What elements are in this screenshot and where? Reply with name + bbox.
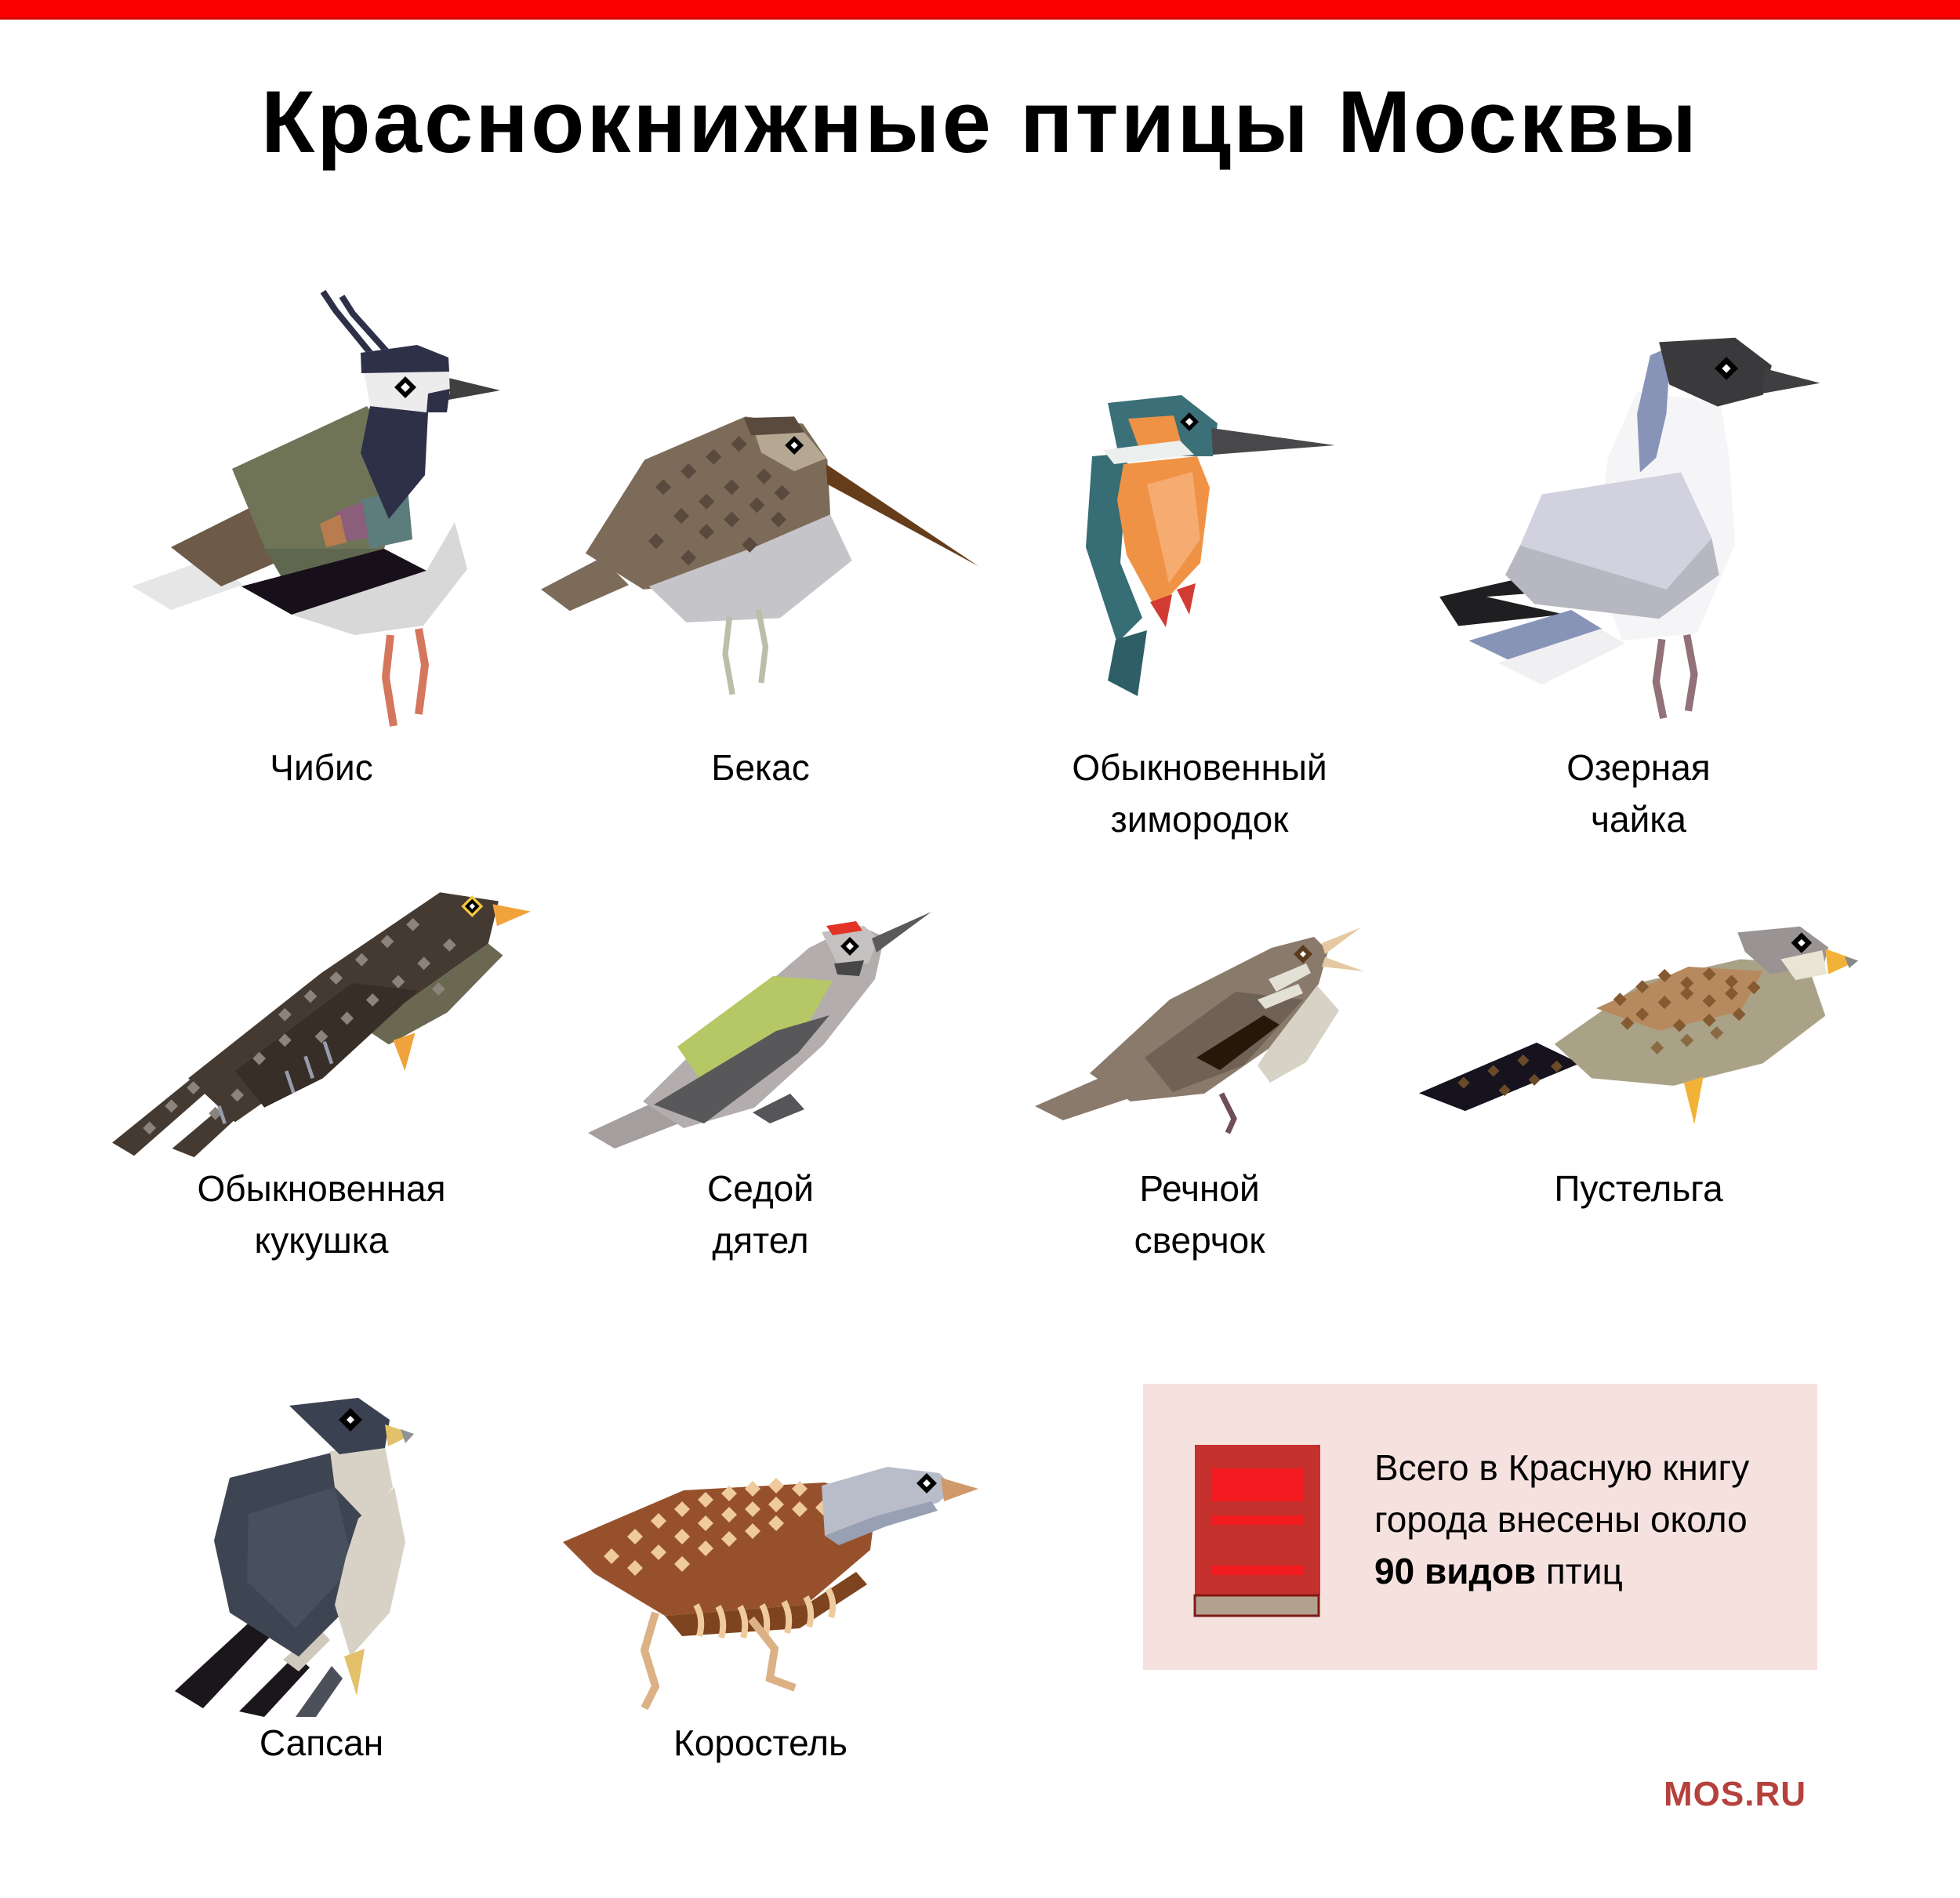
bird-name: Коростель — [673, 1722, 848, 1764]
bird-name-line2: сверчок — [1134, 1220, 1265, 1261]
bird-name: Сапсан — [259, 1722, 384, 1764]
bekas-illustration — [541, 357, 980, 710]
info-line-1: Всего в Красную книгу — [1374, 1447, 1750, 1489]
bird-card-korostel — [541, 1384, 980, 1769]
birds-row-2 — [0, 884, 1960, 1266]
bird-card-kukushka — [102, 884, 541, 1266]
birds-row-3 — [0, 1384, 1960, 1769]
bird-name: Пустельга — [1554, 1168, 1723, 1210]
redbook-info-panel — [1143, 1384, 1817, 1670]
red-book-icon — [1193, 1443, 1323, 1624]
bird-name-line2: кукушка — [254, 1220, 389, 1261]
bird-card-chibis — [102, 259, 541, 845]
chaika-illustration — [1419, 310, 1858, 734]
top-accent-bar — [0, 0, 1960, 20]
bird-name: Чибис — [270, 747, 373, 789]
zimorodok-illustration — [1062, 381, 1337, 710]
bird-name: Бекас — [711, 747, 810, 789]
chibis-illustration — [125, 287, 517, 742]
bird-name: Обыкновенный — [1072, 747, 1327, 789]
pustelga-illustration — [1419, 904, 1858, 1147]
bird-name: Озерная — [1566, 747, 1711, 789]
birds-row-1 — [0, 259, 1960, 845]
dyatel-illustration — [588, 888, 933, 1155]
bird-name-line2: чайка — [1591, 799, 1686, 840]
bird-card-zimorodok — [980, 259, 1419, 845]
bird-name: Речной — [1139, 1168, 1260, 1210]
bird-card-sapsan — [102, 1384, 541, 1769]
korostel-illustration — [541, 1439, 980, 1717]
info-line-3: 90 видов птиц — [1374, 1551, 1623, 1592]
bird-name-line2: зимородок — [1110, 799, 1289, 840]
bird-card-dyatel — [541, 884, 980, 1266]
info-line-2: города внесены около — [1374, 1499, 1748, 1541]
redbook-info-text — [1374, 1442, 1749, 1597]
bird-card-bekas — [541, 259, 980, 845]
page-title: Краснокнижные птицы Москвы — [260, 73, 1700, 171]
footer — [0, 1769, 1960, 1814]
species-count: 90 видов — [1374, 1551, 1537, 1592]
bird-card-pustelga — [1419, 884, 1858, 1266]
kukushka-illustration — [102, 859, 541, 1163]
mosru-logo: MOS.RU — [1664, 1775, 1806, 1814]
bird-name-line2: дятел — [712, 1220, 809, 1261]
bird-card-sverchok — [980, 884, 1419, 1266]
bird-card-chaika — [1419, 259, 1858, 845]
sverchok-illustration — [1035, 904, 1364, 1139]
sapsan-illustration — [129, 1384, 514, 1717]
bird-name: Седой — [707, 1168, 814, 1210]
bird-name: Обыкновенная — [197, 1168, 446, 1210]
